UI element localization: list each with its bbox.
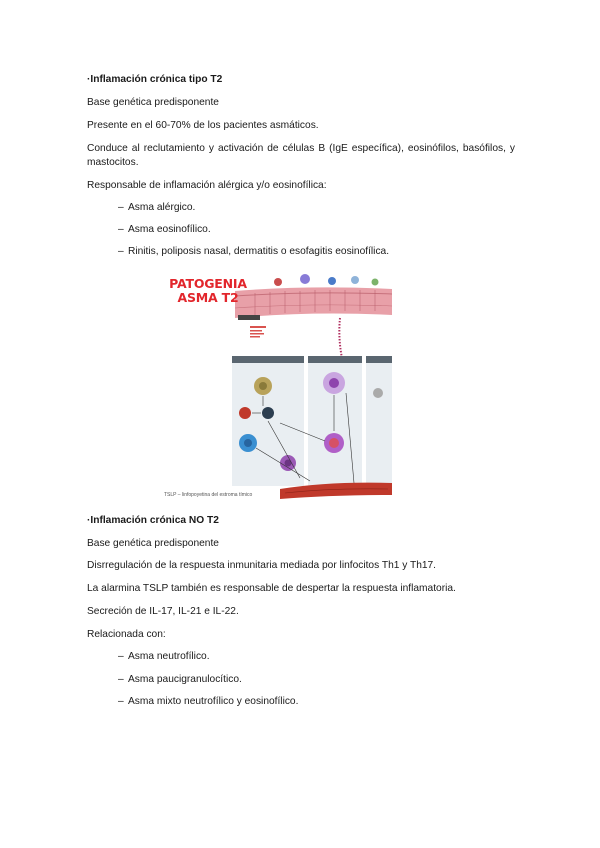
list-item: – Asma eosinofílico. [118,224,211,235]
section2-paragraph-related: Relacionada con: [87,629,166,640]
list-item: – Asma alérgico. [118,202,196,213]
pathogenesis-figure [160,263,392,506]
section2-paragraph-secretion: Secreción de IL-17, IL-21 e IL-22. [87,606,239,617]
list-item: – Asma mixto neutrofílico y eosinofílico. [118,696,299,707]
dash-bullet: – [118,202,124,213]
section1-paragraph-genetic: Base genética predisponente [87,97,219,108]
section1-paragraph-recruitment: Conduce al reclutamiento y activación de células B (IgE específica), eosinófilos, basófilos, y mastocitos. [87,143,515,168]
list-item: – Asma neutrofílico. [118,651,210,662]
dash-bullet: – [118,224,124,235]
dash-bullet: – [118,696,124,707]
dash-bullet: – [118,651,124,662]
dash-bullet: – [118,674,124,685]
section1-paragraph-prevalence: Presente en el 60-70% de los pacientes asmáticos. [87,120,319,131]
section2-paragraph-dysregulation: Disrregulación de la respuesta inmunitaria mediada por linfocitos Th1 y Th17. [87,560,437,571]
section2-paragraph-genetic: Base genética predisponente [87,538,219,549]
dash-bullet: – [118,246,124,257]
list-item: – Asma paucigranulocítico. [118,674,242,685]
list-item: – Rinitis, poliposis nasal, dermatitis o esofagitis eosinofílica. [118,246,390,257]
section1-paragraph-responsible: Responsable de inflamación alérgica y/o eosinofílica: [87,180,327,191]
figure-title: PATOGENIA ASMA T2 [169,276,247,305]
section1-heading: ·Inflamación crónica tipo T2 [87,74,223,85]
figure-caption: TSLP – linfopoyetina del estroma tímico [164,492,253,498]
section2-heading: ·Inflamación crónica NO T2 [87,515,219,526]
section2-paragraph-tslp: La alarmina TSLP también es responsable de despertar la respuesta inflamatoria. [87,583,456,594]
